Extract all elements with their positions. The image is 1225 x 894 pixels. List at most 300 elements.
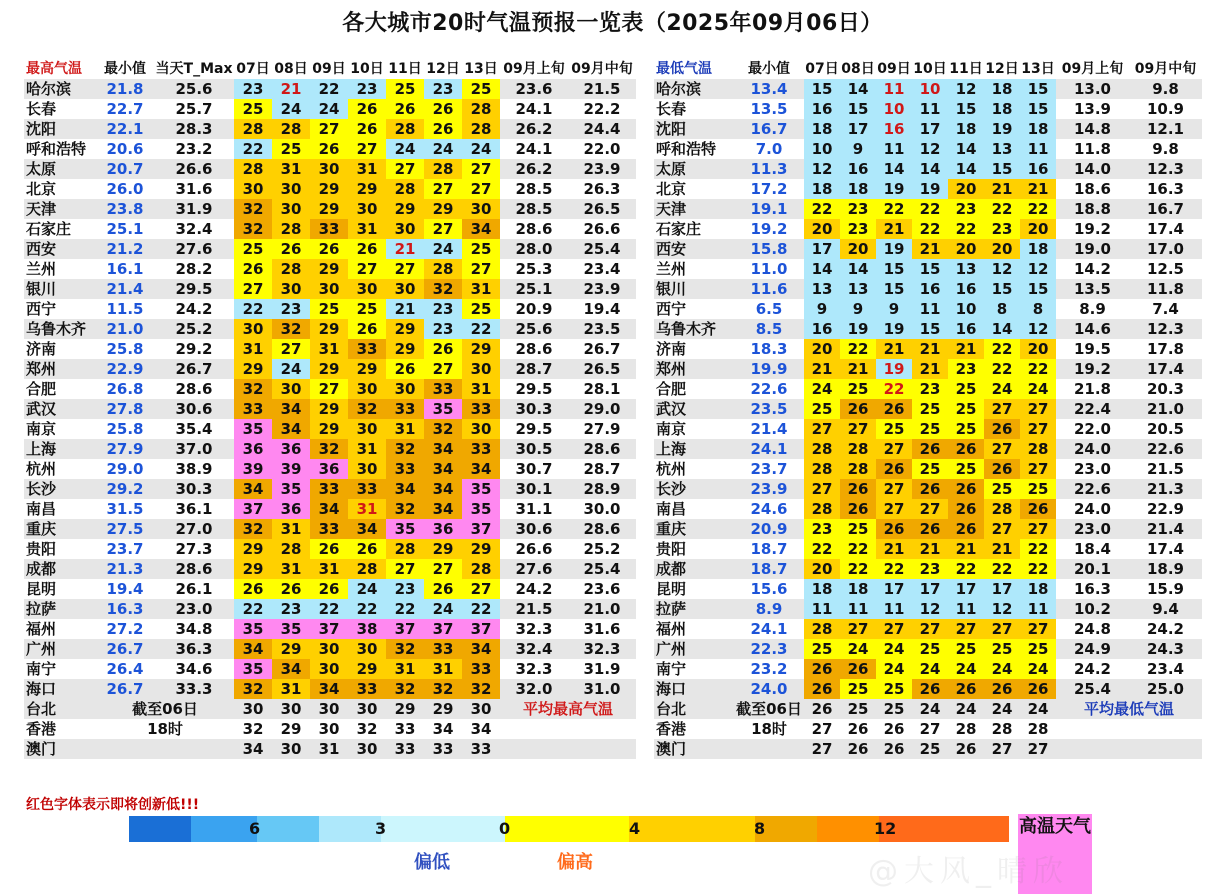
forecast-cell: 27 [1020, 619, 1056, 639]
forecast-cell: 30 [234, 319, 272, 339]
forecast-cell: 28 [991, 720, 1013, 738]
forecast-cell: 23 [424, 319, 462, 339]
early-month-avg: 26.2 [500, 159, 568, 179]
forecast-cell: 26 [840, 399, 876, 419]
forecast-cell: 14 [876, 159, 912, 179]
forecast-cell: 26 [310, 139, 348, 159]
forecast-cell: 27 [804, 419, 840, 439]
forecast-cell: 33 [348, 339, 386, 359]
forecast-cell: 27 [984, 399, 1020, 419]
forecast-cell: 22 [948, 559, 984, 579]
forecast-cell: 26 [948, 479, 984, 499]
legend-segment [191, 816, 257, 842]
forecast-cell: 31 [272, 559, 310, 579]
forecast-cell: 28 [955, 720, 977, 738]
mid-month-avg: 22.0 [583, 140, 621, 158]
forecast-cell: 18 [1020, 579, 1056, 599]
average-label [500, 739, 636, 759]
min-value: 19.9 [734, 359, 804, 379]
mid-month-avg: 17.8 [1146, 340, 1184, 358]
forecast-cell: 22 [840, 559, 876, 579]
city-name: 合肥 [26, 380, 57, 398]
today-tmax: 30.6 [154, 399, 234, 419]
forecast-cell: 34 [424, 479, 462, 499]
forecast-cell: 31 [348, 219, 386, 239]
forecast-cell: 33 [462, 399, 500, 419]
extra-row [654, 719, 1202, 739]
forecast-cell: 19 [984, 119, 1020, 139]
forecast-cell: 30 [348, 639, 386, 659]
early-month-avg: 16.3 [1073, 580, 1111, 598]
forecast-cell: 30 [318, 720, 340, 738]
forecast-cell: 22 [310, 79, 348, 99]
forecast-cell: 22 [912, 199, 948, 219]
forecast-cell: 25 [804, 399, 840, 419]
today-tmax: 34.6 [175, 660, 213, 678]
mid-month-avg: 24.4 [568, 119, 636, 139]
forecast-cell: 27 [348, 259, 386, 279]
city-name: 天津 [24, 199, 96, 219]
forecast-cell: 21 [876, 219, 912, 239]
forecast-cell: 32 [386, 439, 424, 459]
early-month-avg: 21.8 [1073, 380, 1111, 398]
min-value: 20.9 [734, 519, 804, 539]
forecast-cell: 25 [804, 639, 840, 659]
city-name: 合肥 [656, 380, 687, 398]
early-month-avg: 27.6 [500, 559, 568, 579]
forecast-cell: 28 [272, 219, 310, 239]
forecast-cell: 20 [804, 559, 840, 579]
city-name: 成都 [24, 559, 96, 579]
forecast-cell: 18 [840, 179, 876, 199]
forecast-cell: 17 [912, 119, 948, 139]
today-tmax: 28.2 [175, 260, 213, 278]
mid-month-avg: 11.8 [1129, 279, 1202, 299]
city-name: 北京 [656, 180, 687, 198]
mid-month-avg: 24.2 [1146, 620, 1184, 638]
forecast-cell: 32 [424, 419, 462, 439]
column-header: 10日 [913, 61, 947, 77]
forecast-cell: 21 [984, 179, 1020, 199]
min-value: 24.6 [750, 500, 788, 518]
forecast-cell: 25 [912, 419, 948, 439]
forecast-cell: 31 [234, 339, 272, 359]
forecast-cell: 34 [310, 499, 348, 519]
table-row [654, 379, 1202, 399]
mid-month-avg: 19.4 [583, 300, 621, 318]
forecast-cell: 24 [424, 239, 462, 259]
min-value: 23.7 [750, 460, 788, 478]
early-month-avg: 19.0 [1056, 239, 1129, 259]
forecast-cell: 29 [386, 199, 424, 219]
forecast-cell: 25 [984, 479, 1020, 499]
forecast-cell: 11 [876, 79, 912, 99]
forecast-cell: 28 [804, 459, 840, 479]
forecast-cell: 27 [462, 179, 500, 199]
average-label: 平均最高气温 [500, 699, 636, 719]
legend-segment [257, 816, 319, 842]
city-name: 石家庄 [656, 220, 702, 238]
mid-month-avg: 26.3 [583, 180, 621, 198]
forecast-cell: 27 [811, 720, 833, 738]
city-name: 北京 [26, 180, 57, 198]
today-tmax: 28.6 [175, 380, 213, 398]
forecast-cell: 25 [984, 639, 1020, 659]
today-tmax: 23.0 [154, 599, 234, 619]
table-row [654, 319, 1202, 339]
forecast-cell: 27 [386, 159, 424, 179]
forecast-cell: 12 [804, 159, 840, 179]
forecast-cell: 29 [462, 339, 500, 359]
city-name: 长春 [26, 100, 57, 118]
city-name: 香港 [656, 720, 687, 738]
forecast-cell: 29 [424, 199, 462, 219]
early-month-avg: 22.0 [1073, 420, 1111, 438]
forecast-cell: 26 [840, 479, 876, 499]
forecast-cell: 35 [462, 499, 500, 519]
early-month-avg: 30.1 [500, 479, 568, 499]
table-row [654, 99, 1202, 119]
early-month-avg: 32.3 [515, 660, 553, 678]
forecast-cell: 26 [984, 459, 1020, 479]
city-name: 成都 [654, 559, 734, 579]
mid-month-avg: 10.9 [1146, 100, 1184, 118]
forecast-cell: 25 [948, 639, 984, 659]
forecast-cell: 22 [876, 199, 912, 219]
min-value: 24.1 [750, 620, 788, 638]
forecast-cell: 30 [386, 219, 424, 239]
forecast-cell: 21 [912, 539, 948, 559]
forecast-cell: 35 [272, 619, 310, 639]
forecast-cell: 26 [424, 119, 462, 139]
forecast-cell: 24 [424, 599, 462, 619]
forecast-cell: 11 [948, 599, 984, 619]
forecast-cell: 34 [386, 479, 424, 499]
mid-month-avg: 28.6 [568, 439, 636, 459]
forecast-cell: 29 [280, 720, 302, 738]
forecast-cell: 28 [1020, 439, 1056, 459]
forecast-cell: 11 [912, 299, 948, 319]
legend-label-high: 偏高 [557, 852, 593, 873]
forecast-cell: 28 [424, 259, 462, 279]
forecast-cell: 32 [386, 499, 424, 519]
forecast-cell: 23 [948, 359, 984, 379]
column-header: 13日 [464, 61, 498, 77]
table-row [654, 619, 1202, 639]
forecast-cell: 32 [424, 679, 462, 699]
forecast-cell: 23 [272, 299, 310, 319]
forecast-cell: 28 [348, 559, 386, 579]
forecast-cell: 34 [462, 219, 500, 239]
mid-month-avg: 28.9 [568, 479, 636, 499]
forecast-cell: 24 [310, 99, 348, 119]
forecast-cell: 28 [462, 119, 500, 139]
early-month-avg: 14.6 [1056, 319, 1129, 339]
forecast-cell: 28 [1027, 720, 1049, 738]
mid-month-avg: 28.6 [568, 519, 636, 539]
early-month-avg: 32.3 [515, 620, 553, 638]
city-name: 西安 [24, 239, 96, 259]
min-value: 11.6 [734, 279, 804, 299]
forecast-cell: 23 [424, 79, 462, 99]
forecast-cell: 22 [876, 379, 912, 399]
forecast-cell: 34 [462, 459, 500, 479]
forecast-cell: 26 [310, 579, 348, 599]
forecast-cell: 26 [840, 499, 876, 519]
forecast-cell: 22 [462, 599, 500, 619]
min-value: 11.0 [750, 260, 788, 278]
column-header: 08日 [274, 61, 308, 77]
forecast-cell: 30 [462, 419, 500, 439]
city-name: 济南 [26, 340, 57, 358]
table-row [654, 679, 1202, 699]
forecast-cell: 28 [984, 499, 1020, 519]
early-month-avg: 32.4 [500, 639, 568, 659]
table-row [24, 339, 636, 359]
forecast-cell: 25 [348, 299, 386, 319]
forecast-cell: 25 [840, 519, 876, 539]
forecast-cell: 25 [462, 239, 500, 259]
forecast-cell: 27 [234, 279, 272, 299]
table-row [654, 199, 1202, 219]
table-row [654, 419, 1202, 439]
table-row [24, 139, 636, 159]
watermark: @大风_晴欣 [868, 854, 1069, 889]
early-month-avg: 19.5 [1073, 340, 1111, 358]
forecast-cell: 29 [424, 699, 462, 719]
forecast-cell: 21 [386, 299, 424, 319]
forecast-cell: 26 [847, 720, 869, 738]
forecast-cell: 20 [984, 239, 1020, 259]
forecast-cell: 19 [876, 239, 912, 259]
legend-segment [319, 816, 381, 842]
forecast-cell: 26 [840, 739, 876, 759]
city-name: 济南 [656, 340, 687, 358]
forecast-cell: 22 [310, 599, 348, 619]
city-name: 上海 [24, 439, 96, 459]
forecast-cell: 22 [948, 219, 984, 239]
column-header: 07日 [805, 61, 839, 77]
forecast-cell: 22 [840, 539, 876, 559]
table-row [654, 139, 1202, 159]
table-row [24, 599, 636, 619]
min-value: 24.1 [734, 439, 804, 459]
column-header: 09月中旬 [1134, 61, 1197, 77]
forecast-cell: 28 [234, 159, 272, 179]
min-value: 19.4 [106, 580, 144, 598]
mid-month-avg: 26.5 [568, 359, 636, 379]
forecast-cell: 29 [310, 199, 348, 219]
forecast-cell: 39 [272, 459, 310, 479]
forecast-cell: 30 [310, 639, 348, 659]
forecast-cell: 28 [804, 619, 840, 639]
forecast-cell: 14 [804, 259, 840, 279]
min-value: 23.8 [96, 199, 154, 219]
column-header: 10日 [350, 61, 384, 77]
today-tmax: 30.3 [154, 479, 234, 499]
forecast-cell: 20 [948, 239, 984, 259]
min-value: 23.7 [106, 540, 144, 558]
forecast-cell: 32 [234, 199, 272, 219]
forecast-cell: 31 [310, 739, 348, 759]
forecast-cell: 25 [462, 299, 500, 319]
today-tmax: 38.9 [175, 460, 213, 478]
forecast-cell: 15 [912, 319, 948, 339]
forecast-cell: 12 [984, 599, 1020, 619]
early-month-avg: 24.2 [515, 580, 553, 598]
city-name: 长沙 [654, 479, 734, 499]
forecast-cell: 26 [948, 499, 984, 519]
early-month-avg: 26.2 [500, 119, 568, 139]
forecast-cell: 33 [310, 479, 348, 499]
forecast-cell: 33 [386, 739, 424, 759]
mid-month-avg: 21.5 [1146, 460, 1184, 478]
forecast-cell: 9 [804, 299, 840, 319]
min-value: 15.6 [750, 580, 788, 598]
min-value: 23.5 [734, 399, 804, 419]
city-name: 昆明 [656, 580, 687, 598]
forecast-cell: 25 [272, 139, 310, 159]
forecast-cell: 26 [804, 699, 840, 719]
table-row [24, 319, 636, 339]
forecast-cell: 26 [1020, 499, 1056, 519]
forecast-cell: 23 [424, 299, 462, 319]
early-month-avg: 24.1 [515, 100, 553, 118]
forecast-cell: 30 [272, 179, 310, 199]
table-row [654, 459, 1202, 479]
forecast-cell: 33 [462, 739, 500, 759]
forecast-cell: 25 [1020, 639, 1056, 659]
forecast-cell: 26 [876, 519, 912, 539]
city-name: 重庆 [654, 519, 734, 539]
early-month-avg: 18.8 [1056, 199, 1129, 219]
min-value: 20.6 [106, 140, 144, 158]
legend-segment [817, 816, 879, 842]
forecast-cell: 9 [840, 299, 876, 319]
city-name: 乌鲁木齐 [24, 319, 96, 339]
today-tmax: 35.4 [175, 420, 213, 438]
forecast-cell: 31 [348, 439, 386, 459]
extra-row [24, 699, 636, 719]
today-tmax: 34.8 [175, 620, 213, 638]
forecast-cell: 15 [1020, 79, 1056, 99]
forecast-cell: 25 [876, 679, 912, 699]
early-month-avg: 29.5 [515, 380, 553, 398]
forecast-cell: 32 [272, 319, 310, 339]
forecast-cell: 26 [876, 459, 912, 479]
forecast-cell: 26 [804, 679, 840, 699]
table-row [24, 459, 636, 479]
column-header: 最小值 [748, 61, 790, 77]
city-name: 福州 [656, 620, 687, 638]
forecast-cell: 18 [1020, 119, 1056, 139]
forecast-cell: 27 [984, 439, 1020, 459]
city-name: 南宁 [656, 660, 687, 678]
forecast-cell: 33 [394, 720, 416, 738]
column-header: 11日 [388, 61, 422, 77]
forecast-cell: 25 [948, 419, 984, 439]
forecast-cell: 31 [462, 379, 500, 399]
city-name: 长春 [656, 100, 687, 118]
city-name: 呼和浩特 [656, 140, 717, 158]
mid-month-avg: 21.3 [1129, 479, 1202, 499]
forecast-cell: 34 [272, 419, 310, 439]
forecast-cell: 27 [424, 179, 462, 199]
legend-segment [505, 816, 629, 842]
column-header: 09月中旬 [571, 61, 633, 77]
forecast-cell: 18 [804, 179, 840, 199]
min-value: 22.9 [96, 359, 154, 379]
forecast-cell: 24 [272, 359, 310, 379]
forecast-cell: 26 [804, 659, 840, 679]
city-name: 太原 [654, 159, 734, 179]
forecast-cell: 20 [1020, 339, 1056, 359]
table-row [24, 479, 636, 499]
forecast-cell: 33 [424, 379, 462, 399]
city-name: 兰州 [26, 260, 57, 278]
red-font-note: 红色字体表示即将创新低!!! [26, 797, 200, 813]
table-row [654, 359, 1202, 379]
early-month-avg: 31.1 [515, 500, 553, 518]
forecast-cell: 13 [984, 139, 1020, 159]
forecast-cell: 15 [804, 79, 840, 99]
today-tmax: 25.2 [154, 319, 234, 339]
min-value: 27.2 [106, 620, 144, 638]
city-name: 南昌 [656, 500, 687, 518]
forecast-cell: 26 [348, 319, 386, 339]
today-tmax: 29.2 [175, 340, 213, 358]
forecast-cell: 14 [840, 259, 876, 279]
forecast-cell: 26 [310, 239, 348, 259]
forecast-cell: 34 [234, 479, 272, 499]
forecast-cell: 31 [424, 659, 462, 679]
mid-month-avg: 23.9 [568, 279, 636, 299]
forecast-cell: 26 [948, 739, 984, 759]
forecast-cell: 15 [984, 159, 1020, 179]
early-month-avg: 13.9 [1073, 100, 1111, 118]
forecast-cell: 28 [840, 459, 876, 479]
min-value: 21.2 [96, 239, 154, 259]
forecast-cell: 34 [272, 399, 310, 419]
forecast-cell: 28 [804, 499, 840, 519]
forecast-cell: 32 [234, 379, 272, 399]
city-name: 南京 [26, 420, 57, 438]
forecast-cell: 30 [234, 179, 272, 199]
forecast-cell: 26 [948, 439, 984, 459]
forecast-cell: 34 [462, 639, 500, 659]
table-row [24, 259, 636, 279]
forecast-cell: 29 [386, 339, 424, 359]
forecast-cell: 31 [386, 659, 424, 679]
table-row [654, 499, 1202, 519]
header-row [654, 59, 1202, 79]
min-value: 25.8 [106, 420, 144, 438]
forecast-cell: 28 [840, 439, 876, 459]
forecast-cell: 32 [242, 720, 264, 738]
min-value: 29.0 [106, 460, 144, 478]
column-header: 13日 [1021, 61, 1055, 77]
forecast-cell: 29 [386, 319, 424, 339]
forecast-cell: 24 [948, 699, 984, 719]
forecast-cell: 35 [272, 479, 310, 499]
city-name: 呼和浩特 [26, 140, 87, 158]
table-row [654, 239, 1202, 259]
mid-month-avg: 25.2 [583, 540, 621, 558]
forecast-cell: 29 [234, 539, 272, 559]
city-name: 拉萨 [24, 599, 96, 619]
forecast-cell: 10 [948, 299, 984, 319]
forecast-cell: 21 [948, 339, 984, 359]
